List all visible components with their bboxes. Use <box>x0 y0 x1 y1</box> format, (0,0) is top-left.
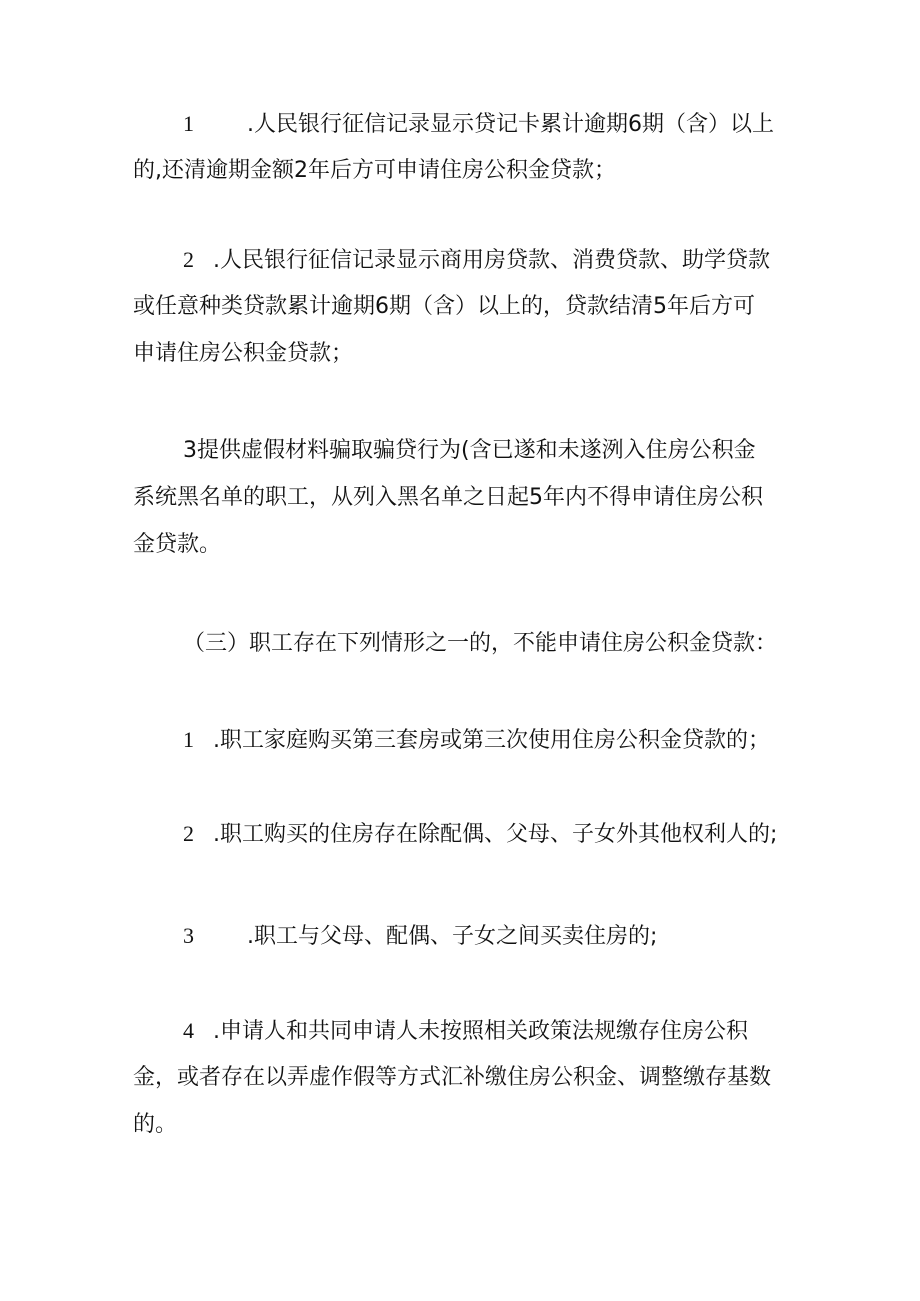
list-item-2 <box>133 810 798 857</box>
list-item-1 <box>133 716 798 763</box>
paragraph-number: 4 <box>183 1018 194 1043</box>
paragraph-number: 2 <box>183 821 194 846</box>
paragraph-1 <box>133 100 798 194</box>
section-heading <box>133 620 798 667</box>
paragraph-text-line: 系统黑名单的职工，从列入黑名单之日起5年内不得申请住房公积 <box>133 485 763 510</box>
paragraph-text-line: 3提供虚假材料骗取骗贷行为(含已遂和未遂洌入住房公积金 <box>183 438 756 463</box>
paragraph-text-line: （三）职工存在下列情形之一的，不能申请住房公积金贷款： <box>183 631 778 656</box>
paragraph-text-line: .申请人和共同申请人未按照相关政策法规缴存住房公积 <box>213 1019 748 1044</box>
paragraph-text-line: 的。 <box>133 1112 178 1137</box>
list-item-3 <box>133 912 798 959</box>
paragraph-text-line: 金，或者存在以弄虚作假等方式汇补缴住房公积金、调整缴存基数 <box>133 1065 772 1090</box>
paragraph-text-line: .职工家庭购买第三套房或第三次使用住房公积金贷款的； <box>213 728 770 753</box>
paragraph-text-line: .职工与父母、配偶、子女之间买卖住房的; <box>247 924 658 949</box>
paragraph-number: 2 <box>183 247 194 272</box>
paragraph-text-line: 的,还清逾期金额2年后方可申请住房公积金贷款； <box>133 158 616 183</box>
paragraph-text-line: 或任意种类贷款累计逾期6期（含）以上的，贷款结清5年后方可 <box>133 294 755 319</box>
paragraph-text-line: .人民银行征信记录显示贷记卡累计逾期6期（含）以上 <box>247 112 774 137</box>
paragraph-text-line: 金贷款。 <box>133 532 222 557</box>
paragraph-number: 3 <box>183 923 194 948</box>
paragraph-number: 1 <box>183 727 194 752</box>
paragraph-number: 1 <box>183 111 194 136</box>
paragraph-text-line: 申请住房公积金贷款； <box>133 341 354 366</box>
paragraph-2 <box>133 236 798 377</box>
list-item-4 <box>133 1007 798 1148</box>
paragraph-3 <box>133 427 798 568</box>
paragraph-text-line: .职工购买的住房存在除配偶、父母、子女外其他权利人的; <box>213 822 778 847</box>
paragraph-text-line: .人民银行征信记录显示商用房贷款、消费贷款、助学贷款 <box>213 248 770 273</box>
